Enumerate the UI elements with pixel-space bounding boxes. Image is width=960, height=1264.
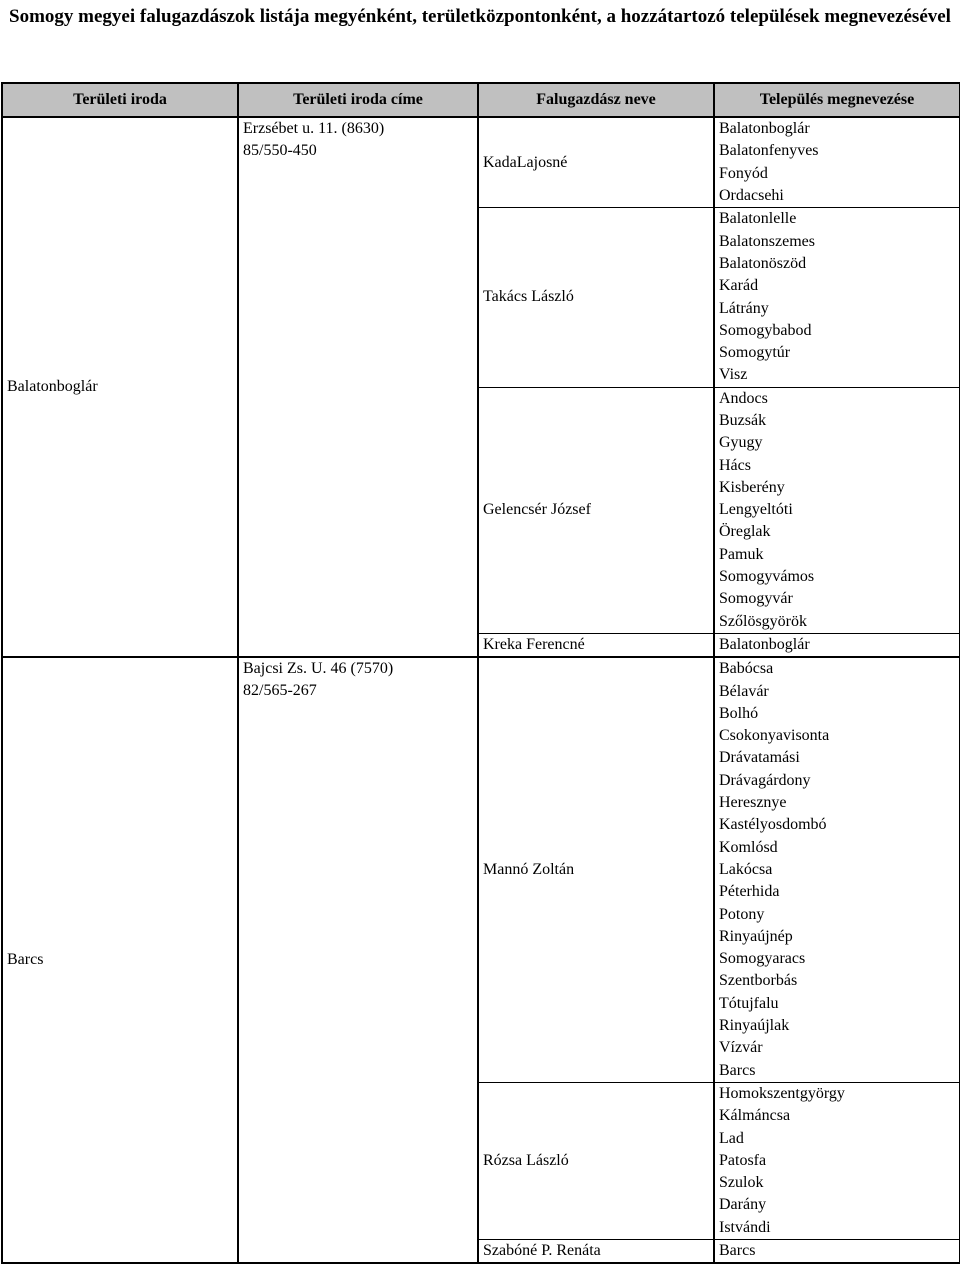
office-address: Bajcsi Zs. U. 46 (7570) (243, 660, 394, 678)
settlement-name: Kisberény (714, 477, 960, 499)
settlement-name: Somogyvár (714, 588, 960, 610)
settlement-name: Somogyaracs (714, 948, 960, 970)
settlement-name: Istvándi (714, 1217, 960, 1240)
settlement-name: Szulok (714, 1172, 960, 1194)
settlement-name: Balatonszemes (714, 230, 960, 252)
office-address: Erzsébet u. 11. (8630) (243, 120, 385, 137)
office-name: Balatonboglár (2, 117, 238, 657)
table-header-row (2, 83, 960, 117)
header-settlement: Település megnevezése (714, 83, 960, 117)
office-address-cell (238, 117, 478, 657)
header-office-address: Területi iroda címe (238, 83, 478, 117)
settlement-name: Öreglak (714, 521, 960, 543)
settlement-name: Balatonboglár (714, 117, 960, 140)
settlement-name: Fonyód (714, 163, 960, 185)
settlement-name: Kastélyosdombó (714, 814, 960, 836)
settlement-name: Balatonlelle (714, 208, 960, 231)
settlement-name: Szőlösgyörök (714, 611, 960, 634)
page-title: Somogy megyei falugazdászok listája megyénként, területközpontonként, a hozzátartozó települések megnevezésével (9, 6, 951, 27)
agent-name: KadaLajosné (478, 117, 714, 208)
settlement-name: Szentborbás (714, 970, 960, 992)
agent-name: Gelencsér József (478, 387, 714, 633)
agent-name: Rózsa László (478, 1082, 714, 1239)
settlement-name: Bélavár (714, 680, 960, 702)
header-office: Területi iroda (2, 83, 238, 117)
settlement-name: Somogytúr (714, 342, 960, 364)
settlement-name: Potony (714, 903, 960, 925)
settlement-name: Ordacsehi (714, 185, 960, 208)
office-name: Barcs (2, 657, 238, 1263)
settlement-name: Bolhó (714, 703, 960, 725)
settlement-name: Balatonfenyves (714, 140, 960, 162)
settlement-name: Pamuk (714, 544, 960, 566)
settlement-name: Buzsák (714, 410, 960, 432)
settlement-name: Babócsa (714, 657, 960, 680)
settlement-name: Kálmáncsa (714, 1105, 960, 1127)
settlement-name: Lakócsa (714, 859, 960, 881)
settlement-name: Lad (714, 1127, 960, 1149)
agent-name: Kreka Ferencné (478, 633, 714, 657)
settlement-name: Gyugy (714, 432, 960, 454)
settlement-name: Darány (714, 1194, 960, 1216)
settlement-name: Hács (714, 454, 960, 476)
settlement-name: Péterhida (714, 881, 960, 903)
settlement-name: Heresznye (714, 792, 960, 814)
header-agent-name: Falugazdász neve (478, 83, 714, 117)
settlement-name: Somogyvámos (714, 566, 960, 588)
settlement-name: Rinyaújlak (714, 1015, 960, 1037)
office-phone: 82/565-267 (243, 682, 317, 700)
settlement-name: Somogybabod (714, 320, 960, 342)
settlement-name: Visz (714, 364, 960, 387)
agent-name: Takács László (478, 208, 714, 387)
settlement-name: Tótujfalu (714, 993, 960, 1015)
settlement-name: Homokszentgyörgy (714, 1082, 960, 1105)
table-row (2, 657, 960, 680)
table-body (2, 117, 960, 1263)
settlement-name: Balatonöszöd (714, 253, 960, 275)
settlement-name: Karád (714, 275, 960, 297)
office-phone: 85/550-450 (243, 142, 317, 159)
office-address-cell (238, 657, 478, 1263)
agents-table (1, 82, 960, 1264)
settlement-name: Barcs (714, 1239, 960, 1263)
settlement-name: Drávagárdony (714, 770, 960, 792)
settlement-name: Komlósd (714, 837, 960, 859)
settlement-name: Patosfa (714, 1150, 960, 1172)
settlement-name: Barcs (714, 1059, 960, 1082)
settlement-name: Látrány (714, 297, 960, 319)
settlement-name: Csokonyavisonta (714, 725, 960, 747)
agent-name: Mannó Zoltán (478, 657, 714, 1082)
settlement-name: Drávatamási (714, 747, 960, 769)
table-row (2, 117, 960, 140)
settlement-name: Vízvár (714, 1037, 960, 1059)
settlement-name: Lengyeltóti (714, 499, 960, 521)
settlement-name: Balatonboglár (714, 633, 960, 657)
settlement-name: Andocs (714, 387, 960, 410)
settlement-name: Rinyaújnép (714, 926, 960, 948)
agent-name: Szabóné P. Renáta (478, 1239, 714, 1263)
